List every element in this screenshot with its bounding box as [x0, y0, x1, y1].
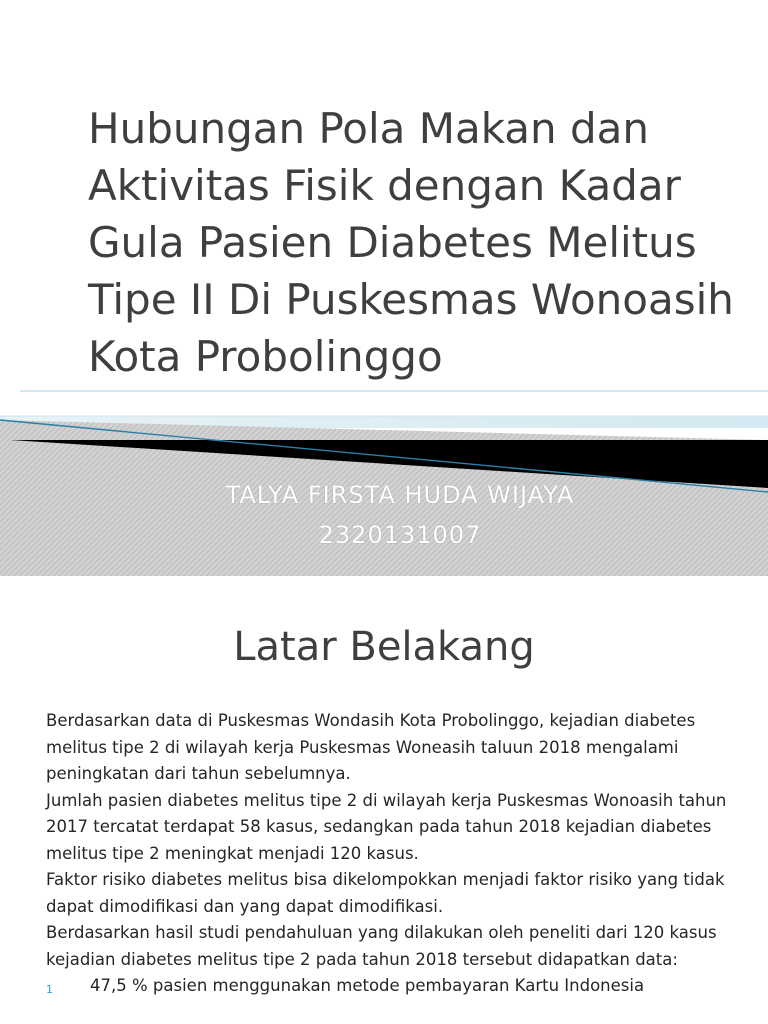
- author-id: 2320131007: [318, 521, 482, 549]
- bullet-text: 47,5 % pasien menggunakan metode pembayaran Kartu Indonesia: [90, 976, 645, 995]
- paragraph: Jumlah pasien diabetes melitus tipe 2 di wilayah kerja Puskesmas Wonoasih tahun 2017 tercatat terdapat 58 kasus, sedangkan pada tahun 2018 kejadian diabetes melitus tipe 2 meningkat menjadi 120 kasus.: [46, 790, 727, 863]
- author-name: TALYA FIRSTA HUDA WIJAYA: [225, 481, 575, 509]
- body-text: [46, 708, 736, 1000]
- slide-title: Hubungan Pola Makan dan Aktivitas Fisik dengan Kadar Gula Pasien Diabetes Melitus Tipe II Di Puskesmas Wonoasih Kota Probolinggo: [88, 104, 734, 381]
- paragraph: Berdasarkan hasil studi pendahuluan yang dilakukan oleh peneliti dari 120 kasus kejadian diabetes melitus tipe 2 pada tahun 2018 tersebut didapatkan data:: [46, 923, 717, 969]
- bullet-marker: 1: [46, 983, 53, 996]
- paragraph: Faktor risiko diabetes melitus bisa dikelompokkan menjadi faktor risiko yang tidak dapat dimodifikasi dan yang dapat dimodifikasi.: [46, 870, 725, 916]
- list-item: [46, 973, 736, 1000]
- section-heading: Latar Belakang: [233, 624, 535, 670]
- paragraph: Berdasarkan data di Puskesmas Wondasih Kota Probolinggo, kejadian diabetes melitus tipe 2 di wilayah kerja Puskesmas Woneasih taluun 2018 mengalami peningkatan dari tahun sebelumnya.: [46, 711, 696, 783]
- background-slide: [0, 576, 768, 1024]
